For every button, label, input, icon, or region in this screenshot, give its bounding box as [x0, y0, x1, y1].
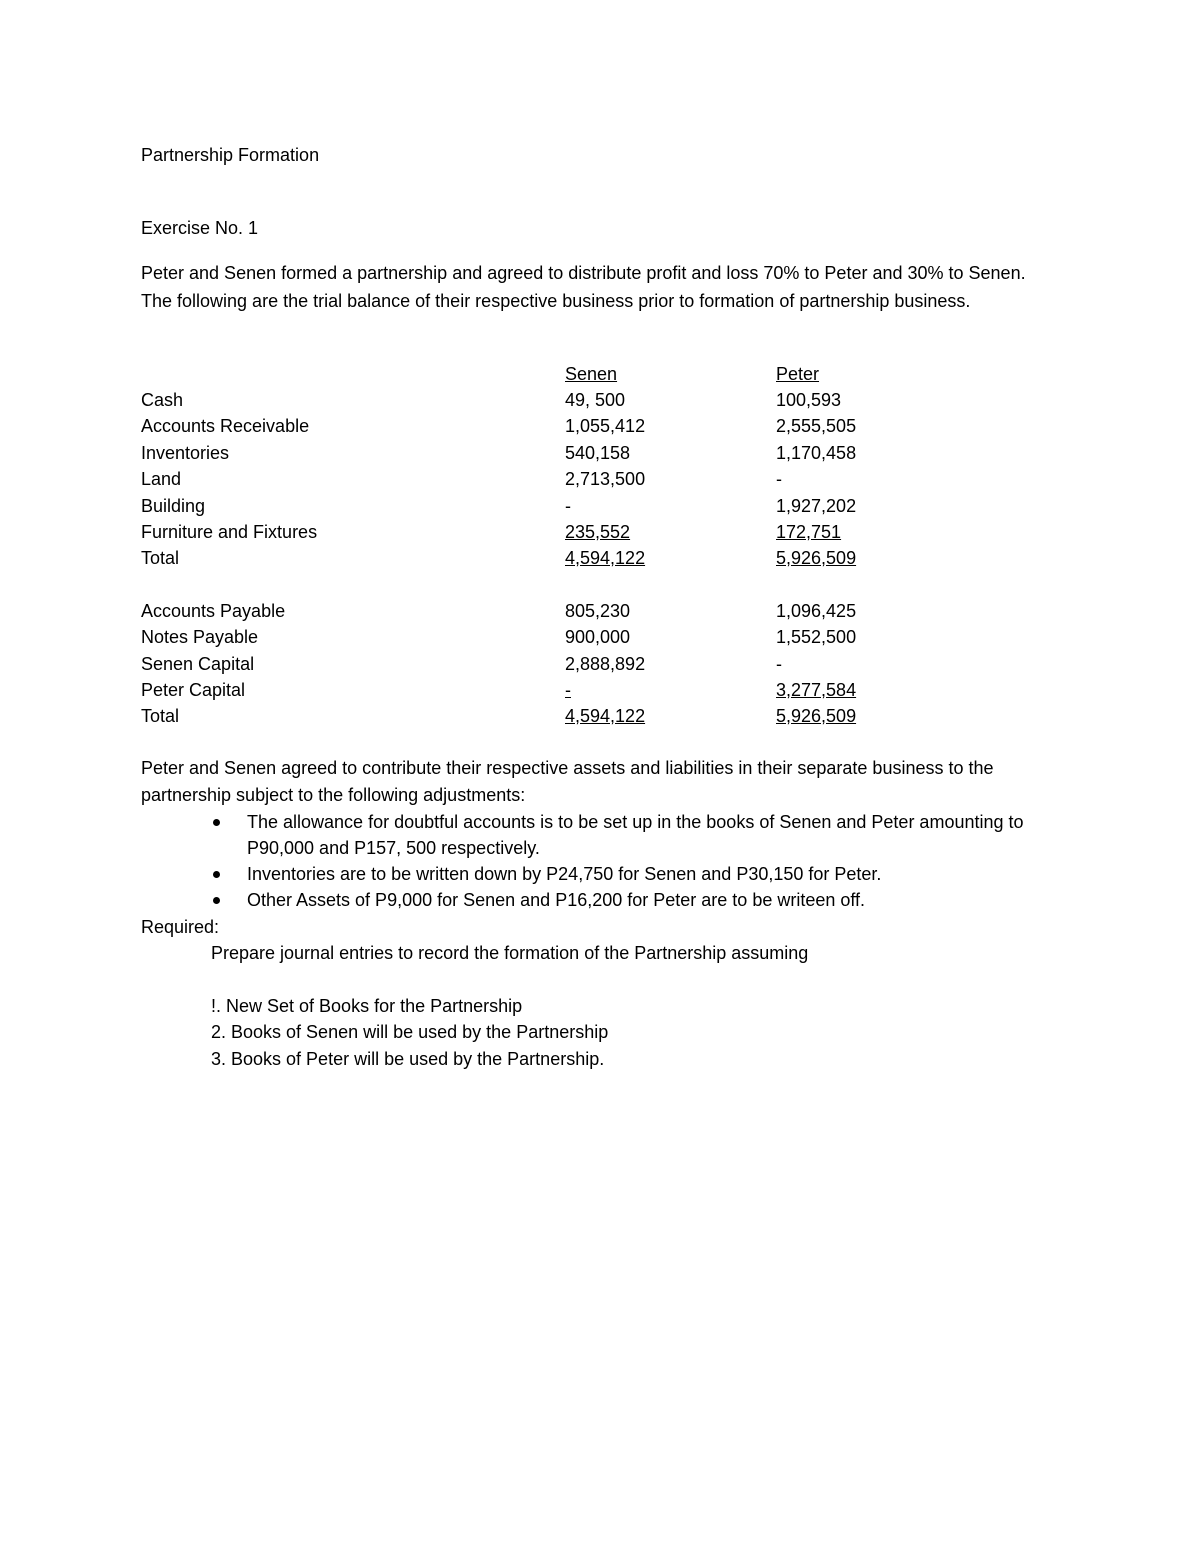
peter-value: - — [776, 654, 782, 674]
table-row — [0, 598, 1200, 624]
senen-value: 2,888,892 — [565, 654, 646, 674]
table-row — [0, 387, 1200, 413]
senen-value: 2,713,500 — [565, 469, 646, 489]
row-label: Land — [141, 469, 182, 489]
senen-value: 235,552 — [565, 522, 631, 542]
row-label: Building — [141, 496, 206, 516]
required-label: Required: — [141, 917, 220, 937]
table-row — [0, 466, 1200, 492]
table-header-row — [0, 361, 1200, 387]
intro-paragraph: Peter and Senen formed a partnership and agreed to distribute profit and loss 70% to Peter and 30% to Senen. The following are the trial balance of their respective business prior to formation of partnership business. — [141, 263, 1026, 311]
table-row — [0, 677, 1200, 703]
list-item-text: Other Assets of P9,000 for Senen and P16,200 for Peter are to be writeen off. — [247, 890, 866, 910]
bullet-icon — [213, 819, 220, 826]
senen-value: 900,000 — [565, 627, 631, 647]
required-item: 2. Books of Senen will be used by the Partnership — [211, 1022, 609, 1042]
bullet-icon — [213, 871, 220, 878]
senen-value: 49, 500 — [565, 390, 626, 410]
list-item-text: The allowance for doubtful accounts is to be set up in the books of Senen and Peter amounting to P90,000 and P157, 500 respectively. — [247, 812, 1024, 858]
row-label: Cash — [141, 390, 184, 410]
senen-value: - — [565, 496, 571, 516]
list-item-text: Inventories are to be written down by P24,750 for Senen and P30,150 for Peter. — [247, 864, 882, 884]
peter-total: 5,926,509 — [776, 706, 857, 726]
adjustments-intro: Peter and Senen agreed to contribute their respective assets and liabilities in their separate business to the partnership subject to the following adjustments: — [141, 758, 994, 805]
adjustments-list — [141, 809, 1061, 913]
table-total-row — [0, 545, 1200, 571]
peter-total: 5,926,509 — [776, 548, 857, 568]
row-label: Total — [141, 548, 180, 568]
senen-value: 540,158 — [565, 443, 631, 463]
peter-value: 100,593 — [776, 390, 842, 410]
table-row — [0, 413, 1200, 439]
list-item — [141, 887, 1027, 913]
peter-value: 3,277,584 — [776, 680, 857, 700]
row-label: Senen Capital — [141, 654, 255, 674]
document-title: Partnership Formation — [141, 145, 320, 165]
table-total-row — [0, 703, 1200, 729]
peter-value: 1,170,458 — [776, 443, 857, 463]
required-item: !. New Set of Books for the Partnership — [211, 996, 523, 1016]
row-label: Accounts Payable — [141, 601, 286, 621]
row-label: Notes Payable — [141, 627, 259, 647]
senen-value: 1,055,412 — [565, 416, 646, 436]
table-row — [0, 624, 1200, 650]
column-header-senen: Senen — [565, 364, 618, 384]
list-item — [141, 809, 1027, 861]
row-label: Accounts Receivable — [141, 416, 310, 436]
table-row — [0, 493, 1200, 519]
senen-total: 4,594,122 — [565, 706, 646, 726]
peter-value: 1,927,202 — [776, 496, 857, 516]
senen-value: 805,230 — [565, 601, 631, 621]
row-label: Peter Capital — [141, 680, 246, 700]
senen-value: - — [565, 680, 571, 700]
required-item: 3. Books of Peter will be used by the Partnership. — [211, 1049, 605, 1069]
list-item — [141, 861, 1027, 887]
row-label: Total — [141, 706, 180, 726]
peter-value: 2,555,505 — [776, 416, 857, 436]
table-row — [0, 440, 1200, 466]
row-label: Inventories — [141, 443, 230, 463]
table-row — [0, 519, 1200, 545]
senen-total: 4,594,122 — [565, 548, 646, 568]
table-row — [0, 651, 1200, 677]
required-instruction: Prepare journal entries to record the formation of the Partnership assuming — [211, 943, 809, 963]
bullet-icon — [213, 897, 220, 904]
peter-value: 1,096,425 — [776, 601, 857, 621]
column-header-peter: Peter — [776, 364, 820, 384]
peter-value: 172,751 — [776, 522, 842, 542]
peter-value: - — [776, 469, 782, 489]
row-label: Furniture and Fixtures — [141, 522, 318, 542]
peter-value: 1,552,500 — [776, 627, 857, 647]
exercise-heading: Exercise No. 1 — [141, 218, 259, 238]
